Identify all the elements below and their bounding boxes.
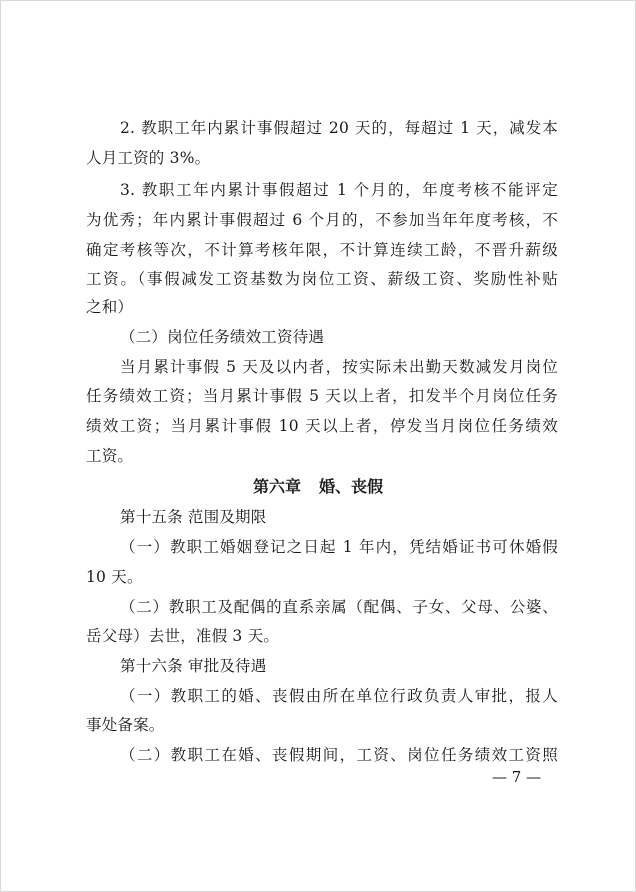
page-number: — 7 —	[492, 768, 542, 786]
chapter-number: 第六章	[252, 477, 301, 496]
article-heading: 第十五条 范围及期限	[120, 508, 267, 526]
paragraph-line: 人月工资的 3%。	[86, 149, 211, 167]
paragraph-line: 确定考核等次，不计算考核年限，不计算连续工龄，不晋升薪级	[86, 241, 558, 259]
paragraph-line: （二）教职工在婚、丧假期间，工资、岗位任务绩效工资照	[120, 746, 558, 764]
chapter-title: 婚、丧假	[319, 477, 384, 496]
paragraph-line: 工资。	[86, 447, 134, 465]
paragraph-line: 10 天。	[86, 568, 143, 586]
paragraph-line: 为优秀；年内累计事假超过 6 个月的，不参加当年年度考核，不	[86, 211, 558, 229]
chapter-heading	[0, 477, 636, 497]
paragraph-line: 2. 教职工年内累计事假超过 20 天的，每超过 1 天，减发本	[120, 119, 558, 137]
paragraph-line: （二）教职工及配偶的直系亲属（配偶、子女、父母、公婆、	[120, 598, 558, 616]
paragraph-line: 岳父母）去世，准假 3 天。	[86, 627, 280, 645]
paragraph-line: 绩效工资；当月累计事假 10 天以上者，停发当月岗位任务绩效	[86, 417, 558, 435]
paragraph-line: 事处备案。	[86, 716, 165, 734]
paragraph-line: 工资。（事假减发工资基数为岗位工资、薪级工资、奖励性补贴	[86, 270, 558, 288]
paragraph-line: 当月累计事假 5 天及以内者，按实际未出勤天数减发月岗位	[120, 358, 558, 376]
paragraph-line: 3. 教职工年内累计事假超过 1 个月的，年度考核不能评定	[120, 181, 558, 199]
section-heading: （二）岗位任务绩效工资待遇	[120, 328, 325, 346]
paragraph-line: （一）教职工婚姻登记之日起 1 年内，凭结婚证书可休婚假	[120, 538, 558, 556]
article-heading: 第十六条 审批及待遇	[120, 657, 267, 675]
paragraph-line: 之和）	[86, 298, 134, 316]
paragraph-line: （一）教职工的婚、丧假由所在单位行政负责人审批，报人	[120, 687, 558, 705]
paragraph-line: 任务绩效工资；当月累计事假 5 天以上者，扣发半个月岗位任务	[86, 387, 558, 405]
